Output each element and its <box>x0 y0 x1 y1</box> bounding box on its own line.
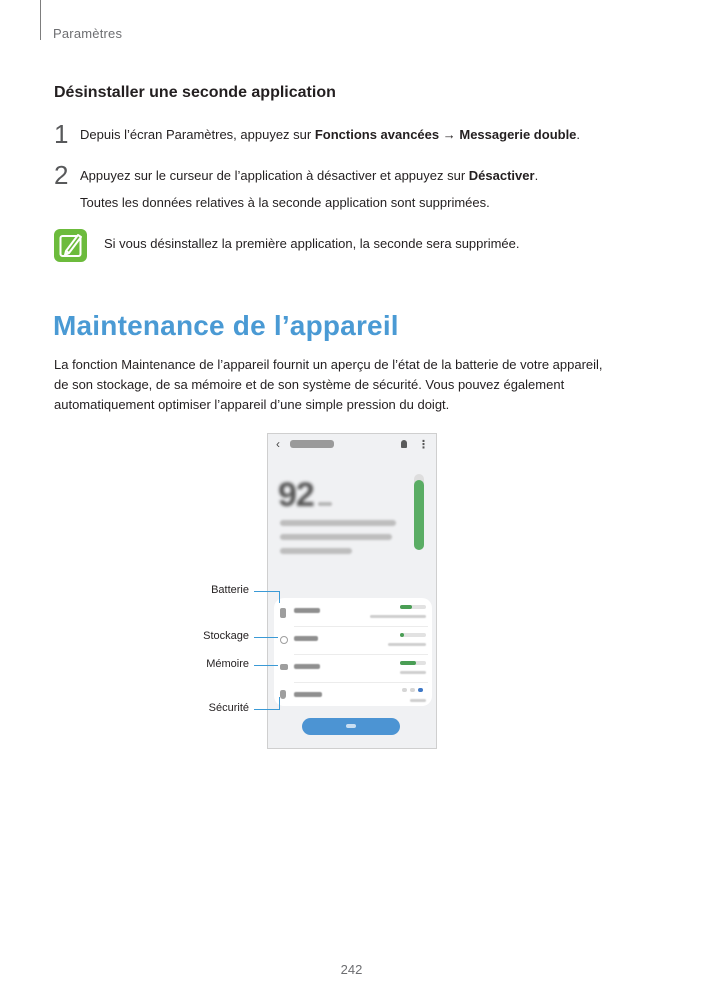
score-gauge-fill <box>414 480 424 550</box>
phone-screen-title <box>290 440 334 448</box>
status-message-line <box>280 520 396 526</box>
intro-paragraph <box>54 355 654 415</box>
phone-top-bar <box>268 434 436 456</box>
step-1-lead: Depuis l’écran Paramètres, appuyez sur <box>80 127 315 142</box>
memory-level-bar <box>400 661 426 665</box>
battery-icon <box>280 608 286 618</box>
memory-row[interactable] <box>274 654 432 682</box>
memory-detail <box>400 671 426 674</box>
note-icon <box>54 229 87 262</box>
step-1-text <box>80 126 580 144</box>
callout-memory: Mémoire <box>206 658 249 670</box>
storage-level-bar <box>400 633 426 637</box>
memory-level-fill <box>400 661 416 665</box>
status-message-line <box>280 548 352 554</box>
callout-storage: Stockage <box>203 630 249 642</box>
callout-line <box>254 709 279 710</box>
step-1-end: . <box>576 127 581 142</box>
security-detail <box>410 699 426 702</box>
storage-detail <box>388 643 426 646</box>
running-header: Paramètres <box>53 26 123 41</box>
step-2-number: 2 <box>54 160 69 190</box>
step-1-menu-a: Fonctions avancées <box>314 127 440 142</box>
uninstall-heading: Désinstaller une seconde application <box>54 84 336 101</box>
security-dot <box>402 688 407 692</box>
storage-row[interactable] <box>274 626 432 654</box>
step-2-end: . <box>534 168 539 183</box>
intro-line: de son stockage, de sa mémoire et de son système de sécurité. Vous pouvez également <box>54 377 565 392</box>
page-title: Maintenance de l’appareil <box>53 310 399 341</box>
callout-line <box>254 637 278 638</box>
intro-line: La fonction Maintenance de l’appareil fournit un aperçu de l’état de la batterie de votre appareil, <box>54 357 603 372</box>
memory-icon <box>280 664 288 670</box>
lightbulb-icon <box>401 440 407 448</box>
battery-level-bar <box>400 605 426 609</box>
score-gauge <box>414 474 424 550</box>
security-label <box>294 692 322 697</box>
security-dot <box>418 688 423 692</box>
corner-mark <box>40 0 41 40</box>
note-text: Si vous désinstallez la première application, la seconde sera supprimée. <box>104 236 520 251</box>
callout-line <box>254 591 279 592</box>
shield-icon <box>280 690 286 699</box>
status-card <box>274 598 432 706</box>
callout-line <box>254 665 278 666</box>
score-unit <box>318 502 332 506</box>
optimization-score: 92 <box>278 476 314 514</box>
step-2-text <box>80 167 538 185</box>
step-1-number: 1 <box>54 119 69 149</box>
callout-line <box>279 697 280 710</box>
memory-label <box>294 664 320 669</box>
step-1-menu-b: Messagerie double <box>459 127 577 142</box>
security-dot <box>410 688 415 692</box>
callout-line <box>279 591 280 603</box>
more-options-icon: ⋮ <box>418 439 429 451</box>
security-row[interactable] <box>274 682 432 710</box>
storage-icon <box>280 636 288 644</box>
back-icon: ‹ <box>276 437 280 451</box>
storage-label <box>294 636 318 641</box>
callout-battery: Batterie <box>211 584 249 596</box>
battery-row[interactable] <box>274 598 432 626</box>
step-2-detail: Toutes les données relatives à la seconde application sont supprimées. <box>80 195 490 210</box>
optimize-button[interactable] <box>302 718 400 735</box>
arrow-icon: → <box>442 127 456 142</box>
battery-level-fill <box>400 605 412 609</box>
page-number: 242 <box>340 962 363 977</box>
security-indicator <box>402 688 423 692</box>
storage-level-fill <box>400 633 404 637</box>
step-2-lead: Appuyez sur le curseur de l’application à désactiver et appuyez sur <box>80 168 469 183</box>
optimize-button-label <box>346 724 356 728</box>
intro-line: automatiquement optimiser l’appareil d’une simple pression du doigt. <box>54 397 450 412</box>
battery-detail <box>370 615 426 618</box>
step-2-action: Désactiver <box>468 168 535 183</box>
battery-label <box>294 608 320 613</box>
callout-security: Sécurité <box>208 702 249 714</box>
device-care-screenshot <box>267 433 437 749</box>
status-message-line <box>280 534 392 540</box>
